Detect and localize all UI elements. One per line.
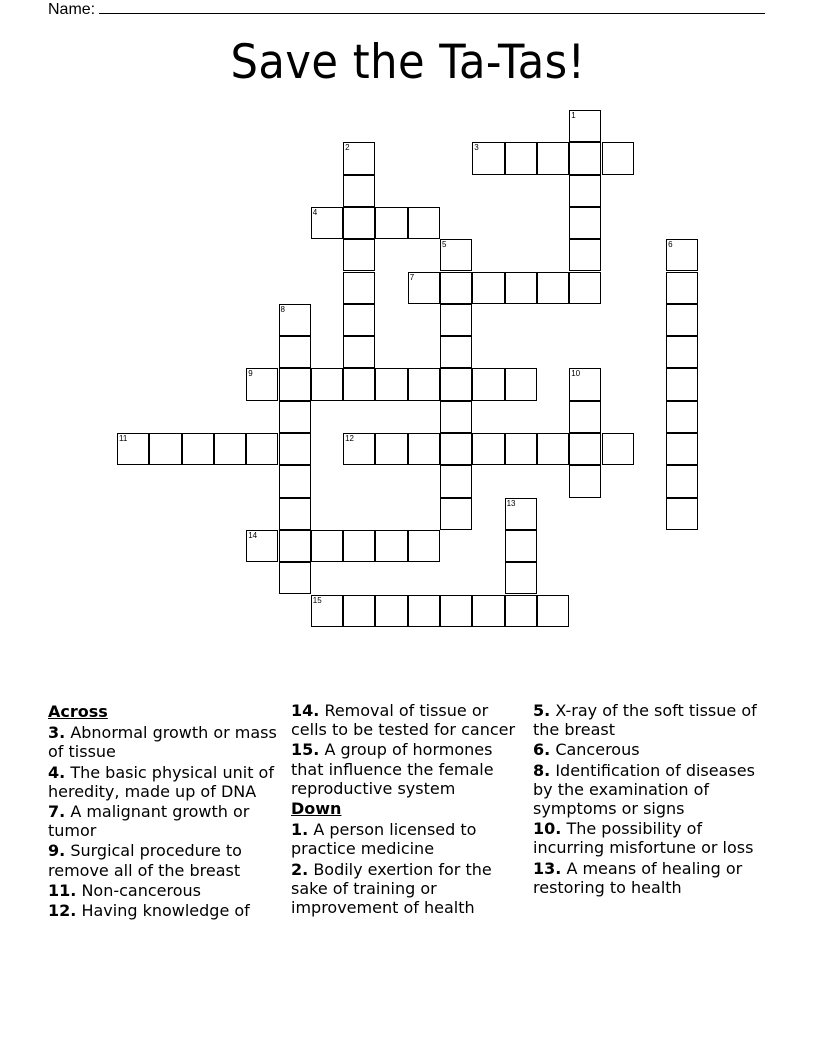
grid-cell-4[interactable]: [311, 207, 343, 239]
grid-cell[interactable]: [408, 207, 440, 239]
clue-number-label: 7: [409, 272, 415, 282]
grid-cell[interactable]: [279, 465, 311, 497]
grid-cell[interactable]: [440, 595, 472, 627]
grid-cell[interactable]: [279, 498, 311, 530]
grid-cell[interactable]: [440, 272, 472, 304]
grid-cell[interactable]: [666, 304, 698, 336]
grid-cell[interactable]: [505, 562, 537, 594]
clue-number-label: 2: [345, 143, 350, 153]
grid-cell[interactable]: [602, 142, 634, 174]
grid-cell[interactable]: [666, 368, 698, 400]
clue-text: Identification of diseases by the examination of symptoms or signs: [533, 760, 755, 819]
grid-cell-15[interactable]: [311, 595, 343, 627]
grid-cell[interactable]: [569, 401, 601, 433]
grid-cell[interactable]: [343, 336, 375, 368]
grid-cell[interactable]: [343, 272, 375, 304]
clue-number: 6.: [533, 740, 551, 760]
grid-cell-10[interactable]: [569, 368, 601, 400]
grid-cell[interactable]: [602, 433, 634, 465]
clue-text: Removal of tissue or cells to be tested for cancer: [291, 701, 516, 740]
grid-cell[interactable]: [505, 272, 537, 304]
grid-cell[interactable]: [505, 595, 537, 627]
grid-cell[interactable]: [537, 595, 569, 627]
grid-cell[interactable]: [408, 595, 440, 627]
grid-cell[interactable]: [343, 207, 375, 239]
down-heading: Down: [291, 799, 342, 819]
grid-cell[interactable]: [440, 304, 472, 336]
clue-number: 12.: [48, 901, 77, 921]
clue-across-7: [48, 802, 283, 840]
clue-text: A malignant growth or tumor: [48, 802, 250, 841]
grid-cell[interactable]: [311, 530, 343, 562]
clue-number: 13.: [533, 858, 562, 878]
clue-text: Non-cancerous: [81, 880, 201, 900]
grid-cell[interactable]: [505, 368, 537, 400]
grid-cell[interactable]: [279, 562, 311, 594]
grid-cell[interactable]: [569, 272, 601, 304]
clue-number-label: 5: [442, 240, 447, 250]
grid-cell[interactable]: [472, 368, 504, 400]
clue-across-3: [48, 723, 283, 761]
grid-cell-13[interactable]: [505, 498, 537, 530]
grid-cell-2[interactable]: [343, 142, 375, 174]
clue-text: Abnormal growth or mass of tissue: [48, 723, 277, 762]
across-heading: Across: [48, 702, 108, 721]
clue-number: 10.: [533, 819, 562, 839]
grid-cell[interactable]: [408, 433, 440, 465]
grid-cell[interactable]: [343, 239, 375, 271]
clue-number: 15.: [291, 740, 320, 760]
grid-cell[interactable]: [666, 465, 698, 497]
grid-cell[interactable]: [440, 498, 472, 530]
name-label: Name:: [48, 1, 96, 18]
grid-cell-12[interactable]: [343, 433, 375, 465]
grid-cell-6[interactable]: [666, 239, 698, 271]
grid-cell[interactable]: [246, 433, 278, 465]
grid-cell[interactable]: [569, 433, 601, 465]
clue-number: 14.: [291, 701, 320, 720]
clue-number-label: 14: [248, 530, 258, 540]
grid-cell[interactable]: [375, 368, 407, 400]
clue-number: 4.: [48, 762, 66, 782]
clue-across-12: [48, 901, 283, 920]
clue-across-14: [291, 701, 526, 739]
grid-cell[interactable]: [375, 530, 407, 562]
grid-cell[interactable]: [440, 336, 472, 368]
clues-column-3: [533, 701, 768, 898]
grid-cell[interactable]: [440, 401, 472, 433]
clue-text: Cancerous: [555, 740, 640, 760]
grid-cell[interactable]: [343, 368, 375, 400]
grid-cell-9[interactable]: [246, 368, 278, 400]
grid-cell[interactable]: [343, 530, 375, 562]
clue-number-label: 15: [312, 595, 322, 605]
grid-cell[interactable]: [279, 368, 311, 400]
clue-text: Having knowledge of: [81, 901, 250, 921]
clue-number: 7.: [48, 802, 66, 822]
clue-text: Surgical procedure to remove all of the breast: [48, 841, 242, 880]
grid-cell[interactable]: [666, 498, 698, 530]
grid-cell-3[interactable]: [472, 142, 504, 174]
clue-across-15: [291, 740, 526, 798]
clue-down-2: [291, 860, 526, 918]
clue-down-8: [533, 761, 768, 819]
clue-down-1: [291, 820, 526, 858]
clue-text: The basic physical unit of heredity, made up of DNA: [48, 762, 274, 801]
grid-cell[interactable]: [505, 530, 537, 562]
clue-number-label: 3: [474, 143, 479, 153]
grid-cell[interactable]: [375, 433, 407, 465]
grid-cell[interactable]: [440, 368, 472, 400]
grid-cell[interactable]: [666, 272, 698, 304]
clue-across-4: [48, 763, 283, 801]
grid-cell[interactable]: [440, 433, 472, 465]
grid-cell[interactable]: [569, 239, 601, 271]
grid-cell[interactable]: [569, 142, 601, 174]
grid-cell[interactable]: [505, 142, 537, 174]
clue-number-label: 8: [280, 304, 285, 314]
clue-number-label: 4: [312, 207, 318, 217]
grid-cell[interactable]: [279, 401, 311, 433]
clue-down-13: [533, 859, 768, 897]
grid-cell[interactable]: [375, 595, 407, 627]
clue-number-label: 10: [571, 369, 581, 379]
grid-cell[interactable]: [343, 304, 375, 336]
grid-cell[interactable]: [311, 368, 343, 400]
clue-text: The possibility of incurring misfortune or loss: [533, 819, 754, 858]
grid-cell[interactable]: [343, 595, 375, 627]
clue-text: A group of hormones that influence the female reproductive system: [291, 740, 494, 798]
grid-cell[interactable]: [537, 142, 569, 174]
clue-text: A person licensed to practice medicine: [291, 820, 477, 859]
page-title: Save the Ta-Tas!: [230, 35, 586, 90]
clue-down-5: [533, 701, 768, 739]
grid-cell[interactable]: [666, 401, 698, 433]
clue-number: 9.: [48, 841, 66, 861]
grid-cell[interactable]: [279, 336, 311, 368]
grid-cell[interactable]: [505, 433, 537, 465]
grid-cell-14[interactable]: [246, 530, 278, 562]
grid-cell[interactable]: [666, 433, 698, 465]
clue-number-label: 13: [506, 498, 516, 508]
clue-across-9: [48, 841, 283, 879]
clue-down-6: [533, 740, 768, 759]
clue-text: A means of healing or restoring to health: [533, 858, 743, 897]
grid-cell[interactable]: [149, 433, 181, 465]
grid-cell-7[interactable]: [408, 272, 440, 304]
grid-cell[interactable]: [537, 272, 569, 304]
clue-number: 11.: [48, 880, 77, 900]
clue-number-label: 1: [571, 111, 576, 120]
grid-cell-11[interactable]: [117, 433, 149, 465]
clue-number: 5.: [533, 701, 551, 720]
grid-cell[interactable]: [472, 272, 504, 304]
clue-text: Bodily exertion for the sake of training or improvement of health: [291, 859, 492, 918]
grid-cell[interactable]: [182, 433, 214, 465]
grid-cell[interactable]: [214, 433, 246, 465]
clue-number: 1.: [291, 820, 309, 840]
grid-cell[interactable]: [408, 368, 440, 400]
clue-text: X-ray of the soft tissue of the breast: [533, 701, 757, 740]
grid-cell[interactable]: [440, 465, 472, 497]
grid-cell[interactable]: [279, 433, 311, 465]
grid-cell-5[interactable]: [440, 239, 472, 271]
clue-number-label: 9: [248, 369, 253, 379]
clue-number: 2.: [291, 859, 309, 879]
clue-number: 8.: [533, 760, 551, 780]
grid-cell[interactable]: [472, 433, 504, 465]
grid-cell[interactable]: [375, 207, 407, 239]
grid-cell[interactable]: [666, 336, 698, 368]
clue-number-label: 6: [668, 240, 673, 250]
clue-across-11: [48, 881, 283, 900]
grid-cell[interactable]: [472, 595, 504, 627]
grid-cell[interactable]: [537, 433, 569, 465]
grid-cell-1[interactable]: [569, 110, 601, 142]
grid-cell[interactable]: [279, 530, 311, 562]
grid-cell[interactable]: [569, 465, 601, 497]
clue-number-label: 11: [119, 434, 128, 443]
clues-column-1: [48, 701, 283, 921]
clues-column-2: [291, 701, 526, 918]
grid-cell[interactable]: [569, 175, 601, 207]
clue-down-10: [533, 819, 768, 857]
grid-cell-8[interactable]: [279, 304, 311, 336]
grid-cell[interactable]: [343, 175, 375, 207]
grid-cell[interactable]: [408, 530, 440, 562]
clue-number: 3.: [48, 723, 66, 743]
clue-number-label: 12: [345, 434, 354, 443]
grid-cell[interactable]: [569, 207, 601, 239]
